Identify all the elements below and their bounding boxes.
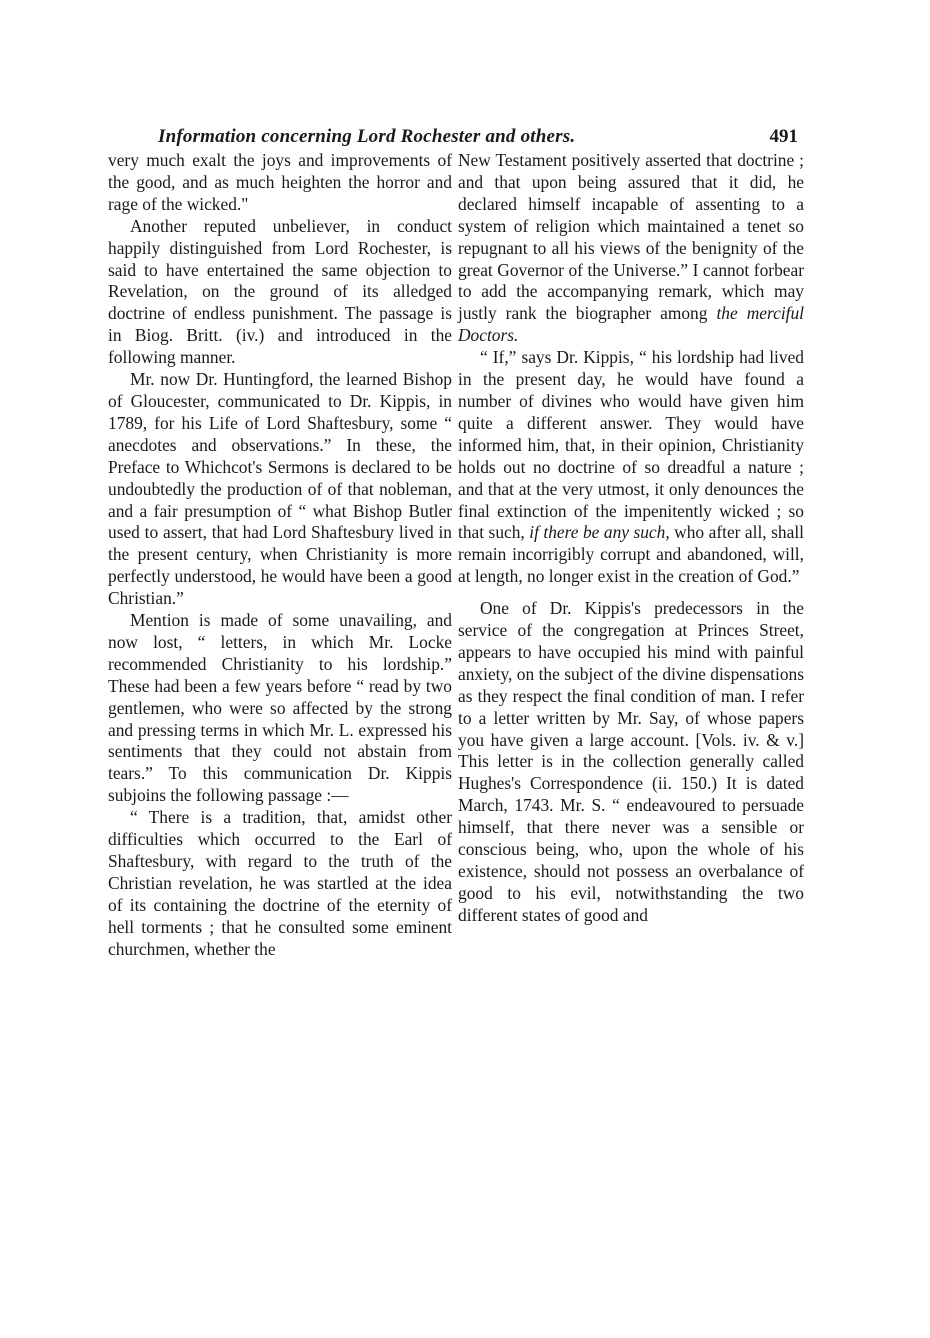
paragraph-text: who after all, shall remain incorrigibly corrupt and abandoned, will, at length, no longer exist in the creation of God.” xyxy=(458,522,804,587)
paragraph: Another reputed unbeliever, in conduct happily distinguished from Lord Rochester, is said to have entertained the same objection to Revelation, on the ground of its alledged doctrine of endless punishment. The passage is in Biog. Britt. (iv.) and introduced in the following manner. xyxy=(108,215,452,368)
page-number: 491 xyxy=(769,126,798,147)
paragraph xyxy=(458,347,804,588)
paragraph: Mr. now Dr. Huntingford, the learned Bishop of Gloucester, communicated to Dr. Kippis, in 1789, for his Life of Lord Shaftesbury, some “ anecdotes and observations.” In these, the Preface to Whichcot's Sermons is declared to be undoubtedly the production of of that nobleman, and a fair presumption of “ what Bishop Butler used to assert, that had Lord Shaftesbury lived in the present century, when Christianity is more perfectly understood, he would have been a good Christian.” xyxy=(108,369,452,609)
running-title: Information concerning Lord Rochester and others. xyxy=(158,126,576,147)
paragraph xyxy=(458,150,804,347)
italic-text: if there be any such, xyxy=(529,522,670,543)
paragraph: “ There is a tradition, that, amidst other difficulties which occurred to the Earl of Shaftesbury, with regard to the truth of the Christian revelation, he was startled at the idea of its containing the doctrine of the eternity of hell torments ; that he consulted some eminent churchmen, whether the xyxy=(108,807,452,959)
left-column xyxy=(108,150,452,961)
italic-text: the merciful Doctors. xyxy=(458,303,805,346)
right-column xyxy=(458,150,804,927)
paragraph-text: New Testament positively asserted that doctrine ; and that upon being assured that it did, he declared himself incapable of assenting to a system of religion which maintained a tenet so repugnant to all his views of the benignity of the great Governor of the Universe.” I cannot forbear to add the accompanying remark, which may justly rank the biographer among xyxy=(458,150,804,324)
paragraph: One of Dr. Kippis's predecessors in the service of the congregation at Princes Street, appears to have occupied his mind with painful anxiety, on the subject of the divine dispensations as they respect the final condition of man. I refer to a letter written by Mr. Say, of whose papers you have given a large account. [Vols. iv. & v.] This letter is in the collection generally called Hughes's Correspondence (ii. 150.) It is dated March, 1743. Mr. S. “ endeavoured to persuade himself, that there never was a sensible or conscious being, who, upon the whole of his existence, should not possess an overbalance of good to his evil, notwithstanding the two different states of good and xyxy=(458,598,804,925)
paragraph-text: “ If,” says Dr. Kippis, “ his lordship had lived in the present day, he would have found a number of divines who would have given him quite a different answer. They would have informed him, that, in their opinion, Christianity holds out no doctrine of so dreadful a nature ; and that at the very utmost, it only denounces the final extinction of the impenitently wicked ; so that such, xyxy=(458,347,804,543)
paragraph: very much exalt the joys and improvements of the good, and as much heighten the horror and rage of the wicked." xyxy=(108,150,452,214)
paragraph: Mention is made of some unavailing, and now lost, “ letters, in which Mr. Locke recommended Christianity to his lordship.” These had been a few years before “ read by two gentlemen, who were so affected by the strong and pressing terms in which Mr. L. expressed his sentiments that they could not abstain from tears.” To this communication Dr. Kippis subjoins the following passage :— xyxy=(108,610,452,806)
